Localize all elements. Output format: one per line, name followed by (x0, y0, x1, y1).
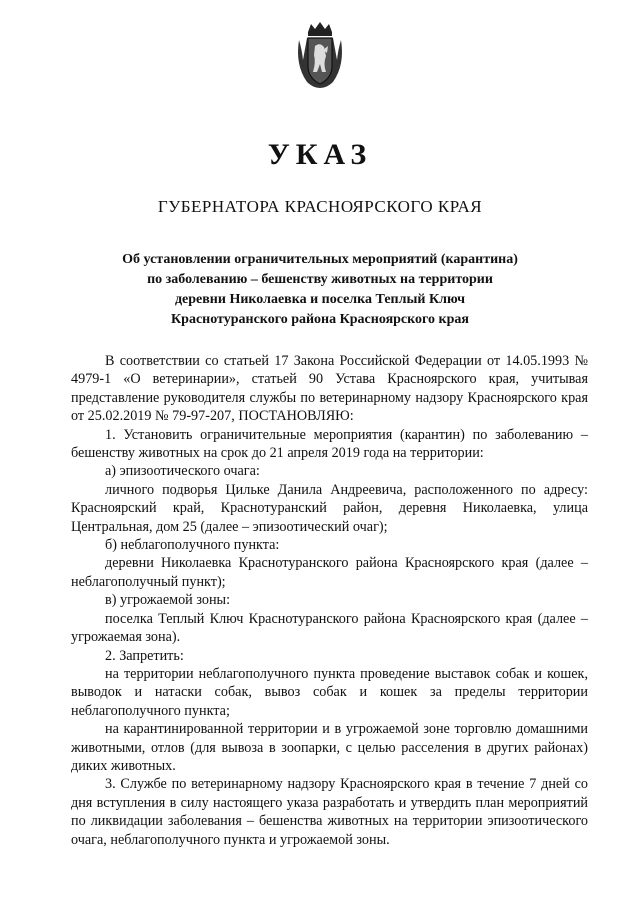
coat-of-arms-icon (293, 20, 347, 90)
paragraph-item-2: 2. Запретить: (105, 647, 184, 664)
heading-line: по заболеванию – бешенству животных на территории (147, 272, 493, 287)
paragraph-preamble: В соответствии со статьей 17 Закона Российской Федерации от 14.05.1993 № 4979-1 «О ветеринарии», статьей 90 Устава Красноярского края, учитывая представление руководителя службы по ветеринарному надзору Красноярского края от 25.02.2019 № 79-97-207, ПОСТАНОВЛЯЮ: (71, 353, 588, 425)
heading-line: Краснотуранского района Красноярского края (171, 312, 469, 327)
document-subtitle: ГУБЕРНАТОРА КРАСНОЯРСКОГО КРАЯ (157, 197, 483, 216)
heading-line: Об установлении ограничительных мероприятий (карантина) (122, 252, 518, 267)
paragraph-item-1: 1. Установить ограничительные мероприятия (карантин) по заболеванию – бешенству животных на срок до 21 апреля 2019 года на территории: (71, 426, 588, 462)
paragraph-subitem-a: а) эпизоотического очага: (105, 463, 260, 480)
paragraph-subitem-v: в) угрожаемой зоны: (105, 592, 231, 609)
paragraph-unfavorable-point: деревни Николаевка Краснотуранского района Красноярского края (далее – неблагополучный пункт); (71, 555, 588, 590)
document-title: УКАЗ (267, 138, 373, 171)
heading-line: деревни Николаевка и поселка Теплый Ключ (174, 292, 466, 307)
decree-body (71, 352, 588, 849)
decree-heading (80, 250, 560, 330)
paragraph-item-3: 3. Службе по ветеринарному надзору Красноярского края в течение 7 дней со дня вступления в силу настоящего указа разработать и утвердить план мероприятий по ликвидации заболевания – бешенства животных на территории эпизоотического очага, неблагополучного пункта и угрожаемой зоны. (71, 776, 588, 848)
paragraph-subitem-b: б) неблагополучного пункта: (105, 537, 280, 554)
paragraph-epizootic-focus: личного подворья Цильке Данила Андреевича, расположенного по адресу: Красноярский край, Краснотуранский район, деревня Николаевка, улица Центральная, дом 25 (далее – эпизоотический очаг); (71, 481, 588, 535)
paragraph-prohibition-2: на карантинированной территории и в угрожаемой зоне торговлю домашними животными, отлов (для вывоза в зоопарки, с целью расселения в других районах) диких животных. (71, 721, 588, 774)
paragraph-prohibition-1: на территории неблагополучного пункта проведение выставок собак и кошек, выводок и натаски собак, вывоз собак и кошек за пределы территории неблагополучного пункта; (71, 665, 588, 719)
paragraph-threatened-zone: поселка Теплый Ключ Краснотуранского района Красноярского края (далее – угрожаемая зона). (71, 610, 588, 646)
